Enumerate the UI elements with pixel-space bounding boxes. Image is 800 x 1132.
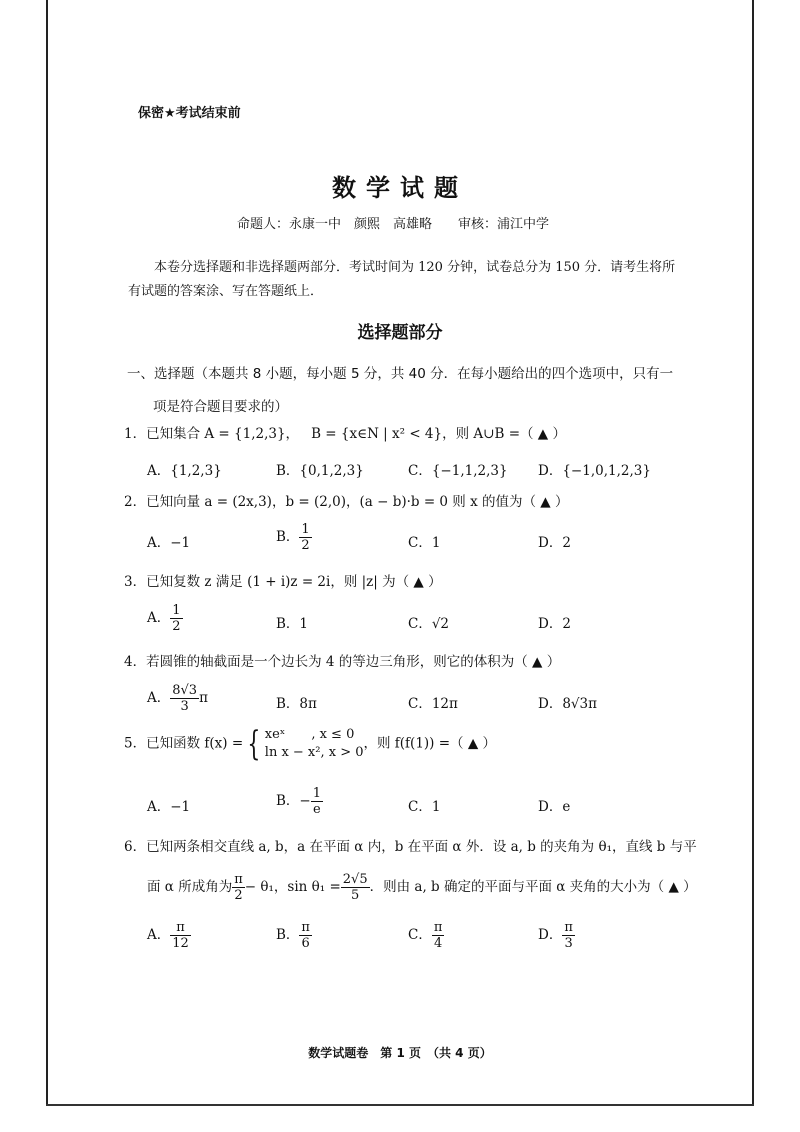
section-instructions xyxy=(127,358,687,424)
question-1 xyxy=(124,422,566,442)
confidential-label: 保密★考试结束前 xyxy=(138,106,241,121)
option-a: A． $\frac{1}{2}$ xyxy=(147,603,181,634)
option-a: A．−1 xyxy=(147,535,191,551)
question-stem: 若圆锥的轴截面是一个边长为 4 的等边三角形，则它的体积为（ ▲ ） xyxy=(146,654,561,670)
fraction: $\frac{8√3}{3}$ xyxy=(172,683,198,714)
option-c: C． $\frac{\pi}{4}$ xyxy=(408,920,443,951)
piecewise-cases: xeˣ , x ≤ 0 ln x − x², x > 0 xyxy=(264,727,364,760)
option-c: C．12π xyxy=(408,696,458,712)
question-number: 1． xyxy=(124,426,147,442)
question-stem: 已知集合 A = {1,2,3}， xyxy=(146,426,300,442)
fraction: $\frac{\pi}{6}$ xyxy=(301,920,310,951)
option-d: D．e xyxy=(538,799,571,815)
option-c: C．1 xyxy=(408,799,441,815)
question-stem: 已知函数 f(x) = xyxy=(146,735,244,752)
question-2 xyxy=(124,490,568,510)
fraction: $\frac{\pi}{2}$ xyxy=(234,872,243,903)
option-a: A．{1,2,3} xyxy=(147,463,222,479)
fraction: $\frac{1}{2}$ xyxy=(172,603,181,634)
brace: { xyxy=(247,724,261,764)
option-a: A． $\frac{\pi}{12}$ xyxy=(147,920,189,951)
question-number: 3． xyxy=(124,574,147,590)
page-border-bottom xyxy=(46,1104,754,1106)
option-a: A．−1 xyxy=(147,799,191,815)
option-d: D．2 xyxy=(538,616,571,632)
intro-paragraph: 本卷分选择题和非选择题两部分．考试时间为 120 分钟，试卷总分为 150 分．请考生将所有试题的答案涂、写在答题纸上． xyxy=(128,260,676,299)
option-d: D．8√3π xyxy=(538,696,597,712)
option-b: B．1 xyxy=(276,616,309,632)
fraction: $\frac{\pi}{12}$ xyxy=(172,920,189,951)
authors-line: 命题人：永康一中 颜熙 高雄略 审核：浦江中学 xyxy=(237,217,550,232)
option-d: D．2 xyxy=(538,535,571,551)
fraction: $\frac{\pi}{4}$ xyxy=(433,920,443,951)
fraction: $\frac{2√5}{5}$ xyxy=(342,872,368,903)
option-c: C．{−1,1,2,3} xyxy=(408,463,508,479)
question-number: 6． xyxy=(124,839,147,855)
question-number: 4． xyxy=(124,654,147,670)
option-b: B．8π xyxy=(276,696,317,712)
question-stem: 已知向量 a = (2x,3)，b = (2,0)，(a − b)·b = 0 则 x 的值为（ ▲ ） xyxy=(146,494,569,510)
question-stem: ，则 f(f(1)) =（ ▲ ） xyxy=(363,735,497,752)
question-6-line-2: 面 α 所成角为 $\frac{\pi}{2}$ − θ₁，sin θ₁ = $\frac{2√5}{5}$ ．则由 a, b 确定的平面与平面 α 夹角的大小为（ ▲ ） xyxy=(147,872,697,903)
fraction: $\frac{1}{e}$ xyxy=(312,786,322,817)
fraction: $\frac{\pi}{3}$ xyxy=(564,920,573,951)
question-number: 5． xyxy=(124,735,147,752)
instructions-line-1: 一、选择题（本题共 8 小题，每小题 5 分，共 40 分．在每小题给出的四个选项中，只有一 xyxy=(127,366,674,382)
question-number: 2． xyxy=(124,494,147,510)
question-4 xyxy=(124,650,560,670)
page-title: 数学试题 xyxy=(332,174,468,202)
question-3 xyxy=(124,570,442,590)
option-b: B．− $\frac{1}{e}$ xyxy=(276,786,322,817)
question-stem: 已知两条相交直线 a, b，a 在平面 α 内，b 在平面 α 外．设 a, b 的夹角为 θ₁，直线 b 与平 xyxy=(146,839,697,855)
option-d: D． $\frac{\pi}{3}$ xyxy=(538,920,573,951)
question-5 xyxy=(124,726,496,762)
option-c: C．1 xyxy=(408,535,441,551)
question-stem: 则 A∪B =（ ▲ ） xyxy=(455,426,566,442)
instructions-line-2: 项是符合题目要求的） xyxy=(153,399,288,415)
page-border-right xyxy=(752,0,754,1106)
page-footer: 数学试题卷 第 1 页 （共 4 页） xyxy=(308,1046,492,1060)
option-b: B． $\frac{\pi}{6}$ xyxy=(276,920,310,951)
option-d: D．{−1,0,1,2,3} xyxy=(538,463,651,479)
question-6 xyxy=(124,835,697,855)
option-b: B． $\frac{1}{2}$ xyxy=(276,522,310,553)
section-title: 选择题部分 xyxy=(357,323,443,343)
option-a: A． $\frac{8√3}{3}$ π xyxy=(147,683,208,714)
option-c: C．√2 xyxy=(408,616,450,632)
question-stem: 已知复数 z 满足 (1 + i)z = 2i，则 |z| 为（ ▲ ） xyxy=(146,574,442,590)
option-b: B．{0,1,2,3} xyxy=(276,463,364,479)
fraction: $\frac{1}{2}$ xyxy=(301,522,310,553)
question-stem: B = {x∈N | x² < 4}， xyxy=(311,426,456,442)
page-border-left xyxy=(46,0,48,1106)
